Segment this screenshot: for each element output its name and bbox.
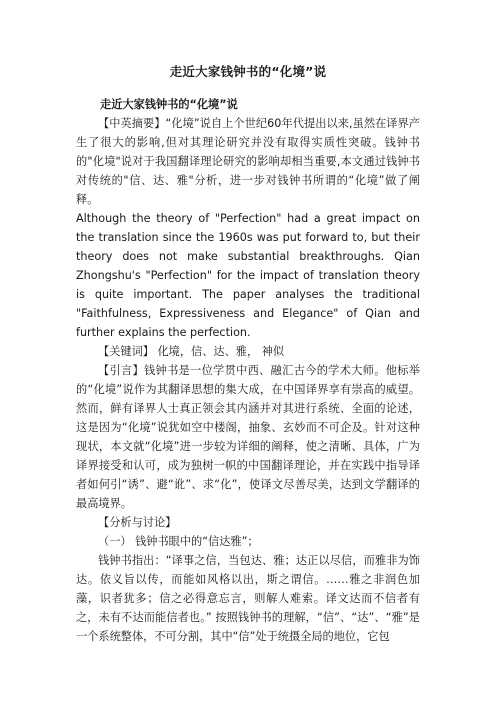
section-heading: 走近大家钱钟书的“化境”说 <box>100 98 238 111</box>
paragraph: 钱钟书指出：“译事之信，当包达、雅；达正以尽信，而雅非为饰达。依义旨以传，而能如风格以出，斯之谓信。……雅之非润色加藻，识者犹多；信之必得意忘言，则解人难索。译文达而不信者有之，未有不达而能信者也。” 按照钱钟书的理解，“信”、“达”、“雅”是一个系统整体，不可分割，其中“信”处于统摄全局的地位，它包 <box>76 554 420 643</box>
document-title: 走近大家钱钟书的“化境”说 <box>169 64 327 79</box>
introduction: 【引言】钱钟书是一位学贯中西、融汇古今的学术大师。他标举的“化境”说作为其翻译思想的集大成，在中国译界享有崇高的威望。然而，鲜有译界人士真正领会其内涵并对其进行系统、全面的论述，这是因为“化境”说犹如空中楼阁，抽象、玄妙而不可企及。针对这种现状，本文就“化境”进一步较为详细的阐释，使之清晰、具体，广为译界接受和认可，成为独树一帜的中国翻译理论，并在实践中指导译者如何引“诱”、避“讹”、求“化”，使译文尽善尽美，达到文学翻译的最高境界。 <box>76 364 420 510</box>
keywords: 【关键词】 化境，信、达、雅， 神似 <box>98 345 285 358</box>
abstract-english: Although the theory of "Perfection" had a great impact on the translation since the 1960s was put forward to, but their theory does not make substantial breakthroughs. Qian Zhongshu's "Perfection" for the impact of translation theory is quite important. The paper analyses the traditional "Faithfulness, Expressiveness and Elegance" of Qian and further explains the perfection. <box>76 212 420 339</box>
document-body <box>76 95 420 646</box>
subsection-heading: （一） 钱钟书眼中的“信达雅”； <box>98 535 259 548</box>
analysis-heading: 【分析与讨论】 <box>98 516 177 529</box>
abstract-chinese: 【中英摘要】“化境”说自上个世纪60年代提出以来,虽然在译界产生了很大的影响,但对其理论研究并没有取得实质性突破。钱钟书的"化境"说对于我国翻译理论研究的影响却相当重要,本文通过钱钟书对传统的"信、达、雅"分析，进一步对钱钟书所谓的“化境”做了阐释。 <box>76 117 420 206</box>
